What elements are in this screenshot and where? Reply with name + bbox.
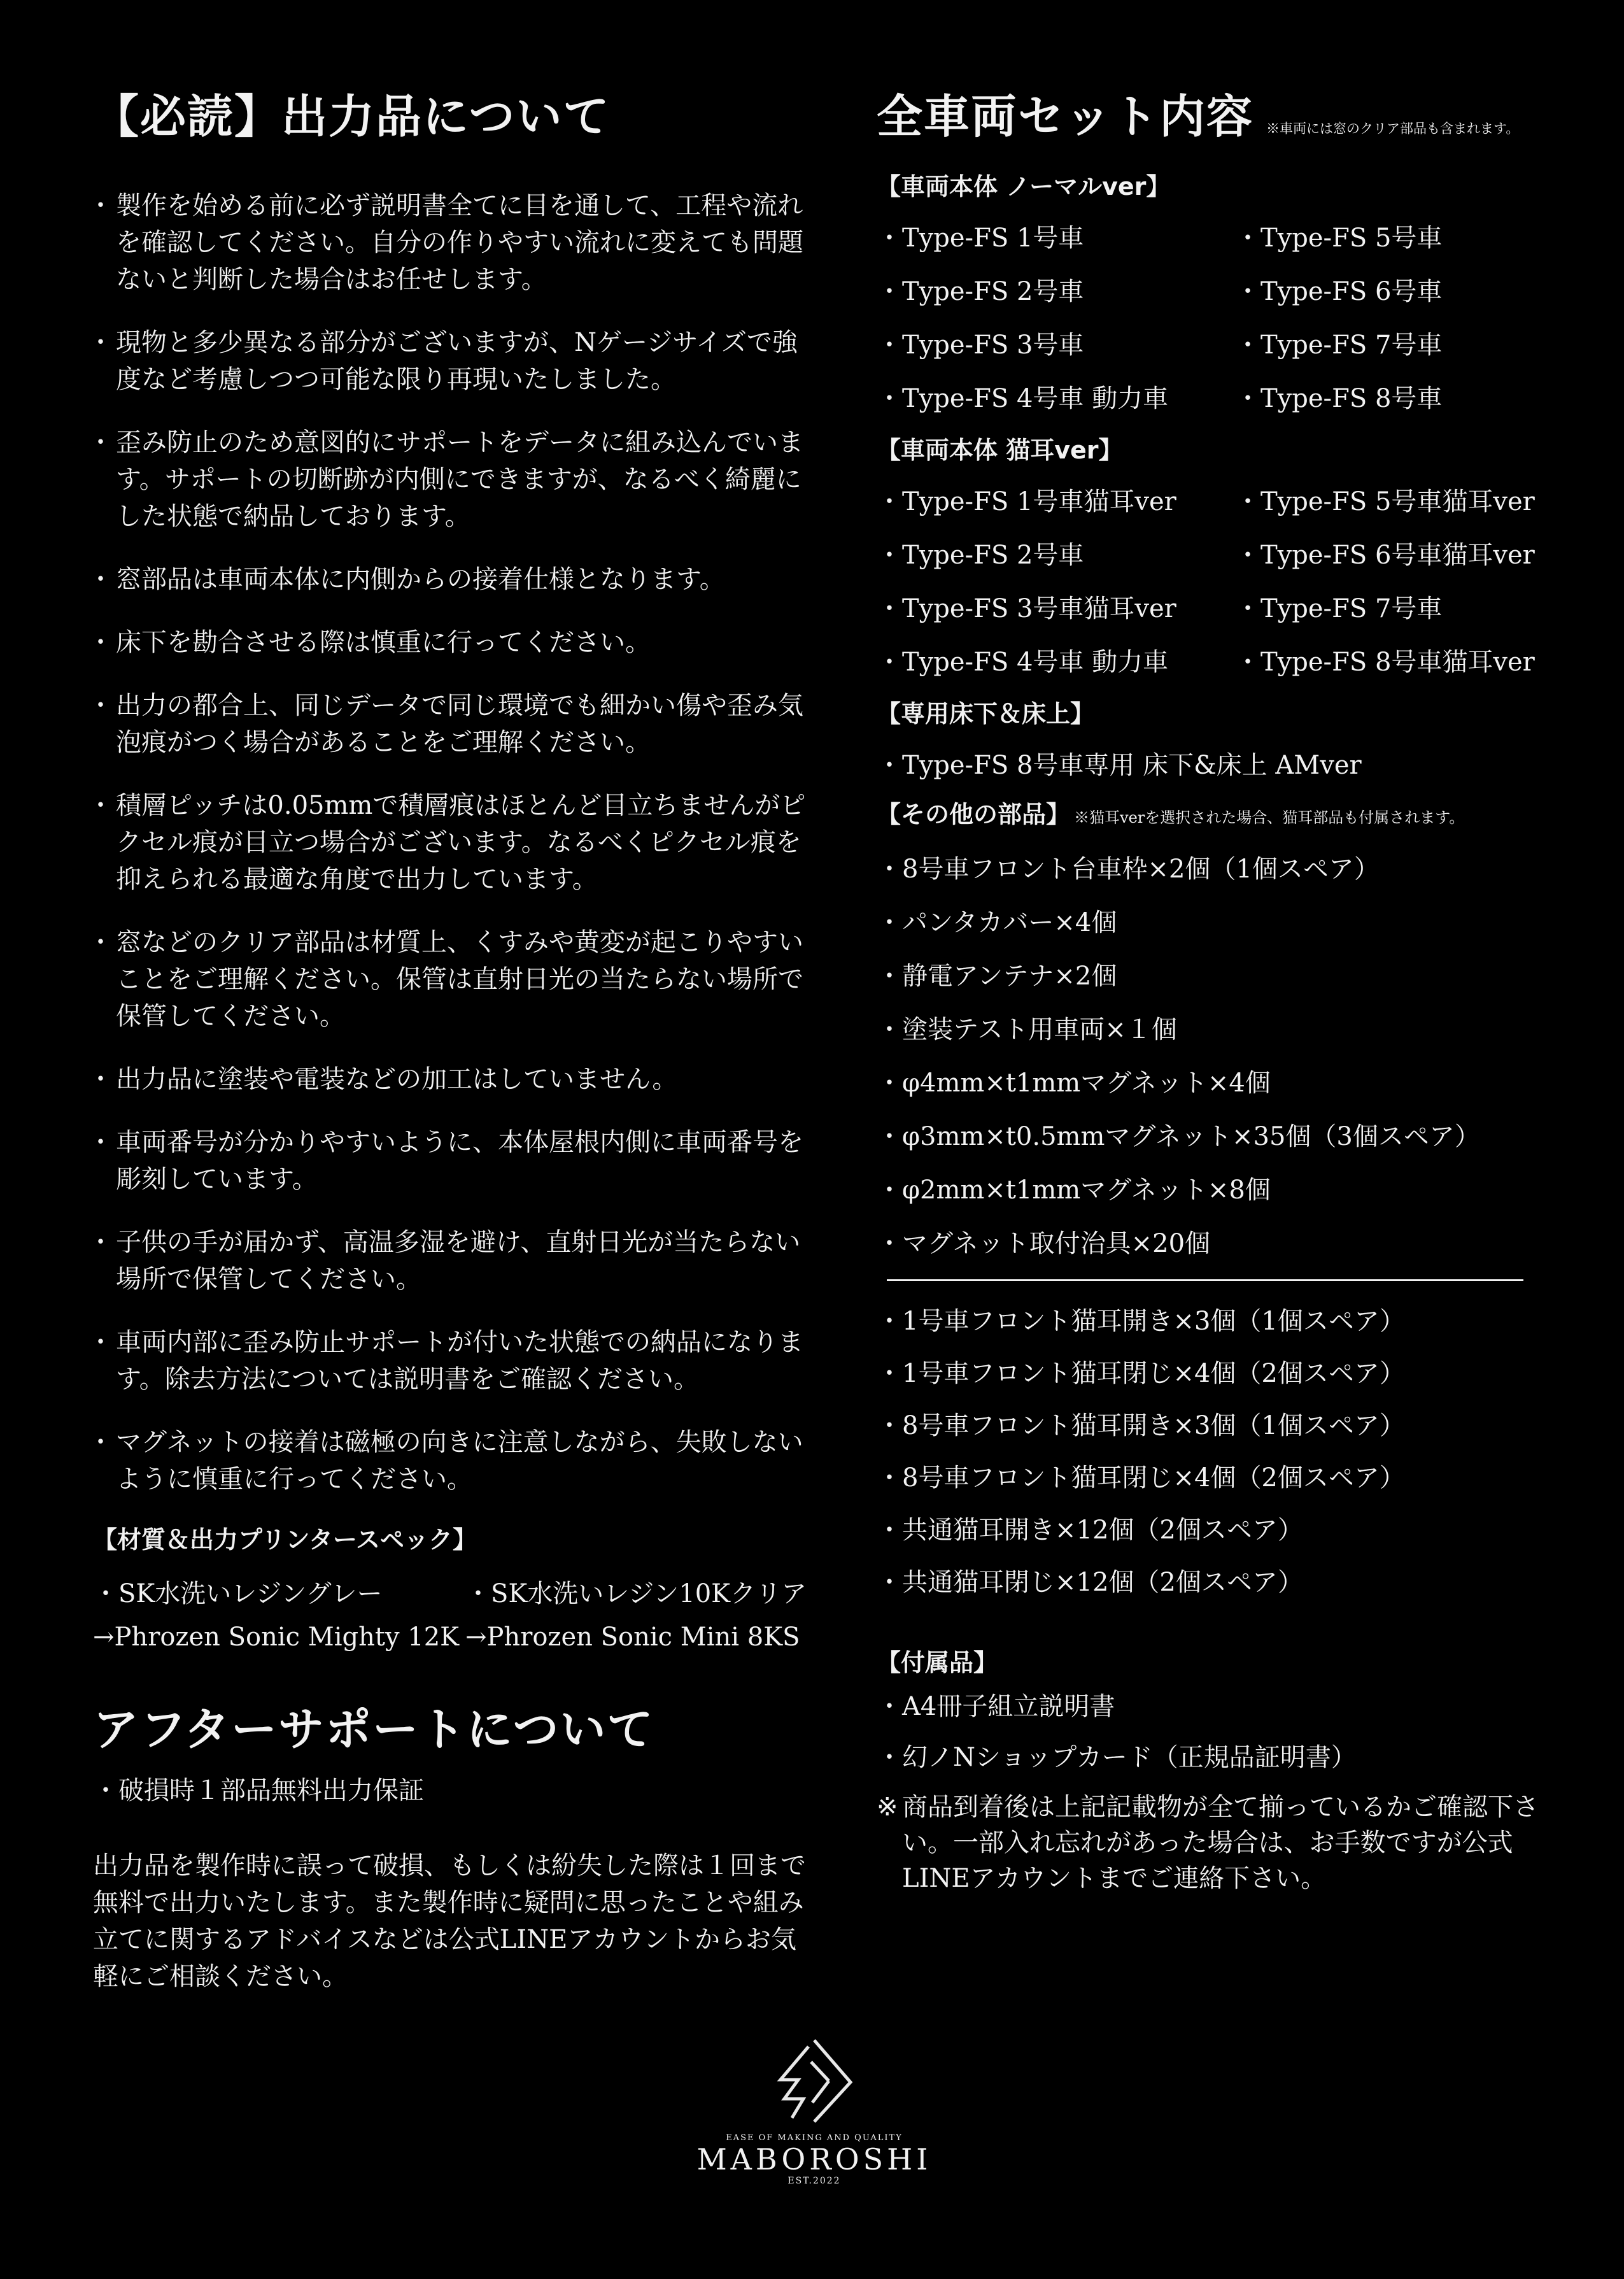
spec-printer-2: →Phrozen Sonic Mini 8KS (465, 1622, 800, 1652)
spec-material-1: ・SK水洗いレジングレー (93, 1579, 383, 1608)
set-title-note: ※車両には窓のクリア部品も含まれます。 (1266, 121, 1520, 136)
floor-title: 【専用床下＆床上】 (877, 700, 1095, 728)
set-title-row (877, 88, 1539, 145)
list-item: ・幻ノNショップカード（正規品証明書） (877, 1743, 1357, 1772)
note-item: ・ 歪み防止のため意図的にサポートをデータに組み込んでいます。サポートの切断跡が内側にできますが、なるべく綺麗にした状態で納品しております。 (93, 424, 819, 535)
list-item: ・φ2mm×t1mmマグネット×8個 (877, 1175, 1271, 1205)
maboroshi-emblem-icon (773, 2036, 856, 2126)
list-item: ・Type-FS 8号車専用 床下&床上 AMver (877, 751, 1362, 780)
list-item: ・静電アンテナ×2個 (877, 962, 1117, 991)
note-item: ・ 子供の手が届かず、高温多湿を避け、直射日光が当たらない場所で保管してください。 (93, 1224, 819, 1298)
after-support-body: 出力品を製作時に誤って破損、もしくは紛失した際は１回まで無料で出力いたします。また製作時に疑問に思ったことや組み立てに関するアドバイスなどは公式LINEアカウントからお気軽にご相談ください。 (93, 1851, 806, 1991)
spec-title: 【材質＆出力プリンタースペック】 (93, 1526, 477, 1554)
note-item: ・ 出力の都合上、同じデータで同じ環境でも細かい傷や歪み気泡痕がつく場合があることをご理解ください。 (93, 687, 819, 761)
list-item: ・1号車フロント猫耳閉じ×4個（2個スペア） (877, 1359, 1405, 1388)
accessories-list (877, 1681, 1539, 1783)
normal-list (877, 211, 1539, 425)
list-item: ・マグネット取付治具×20個 (877, 1229, 1211, 1258)
list-item: ・Type-FS 7号車 (1235, 330, 1443, 360)
list-item: ・Type-FS 8号車猫耳ver (1235, 648, 1535, 677)
logo-est: EST.2022 (787, 2176, 841, 2186)
neko-parts-list (877, 1295, 1539, 1608)
neko-list (877, 475, 1539, 689)
set-title: 全車両セット内容 (877, 90, 1254, 143)
note-item: ・ 窓などのクリア部品は材質上、くすみや黄変が起こりやすいことをご理解ください。保管は直射日光の当たらない場所で保管してください。 (93, 924, 819, 1035)
accessories-title: 【付属品】 (877, 1649, 998, 1677)
list-item: ・Type-FS 6号車 (1235, 277, 1443, 306)
list-item: ・1号車フロント猫耳開き×3個（1個スペア） (877, 1307, 1405, 1336)
list-item: ・Type-FS 4号車 動力車 (877, 648, 1169, 677)
list-item: ・8号車フロント猫耳閉じ×4個（2個スペア） (877, 1463, 1405, 1493)
notice-text: 商品到着後は上記記載物が全て揃っているかご確認下さい。一部入れ忘れがあった場合は、お手数ですが公式LINEアカウントまでご連絡下さい。 (902, 1793, 1539, 1893)
list-item: ・Type-FS 4号車 動力車 (877, 384, 1169, 413)
list-item: ・Type-FS 5号車猫耳ver (1235, 487, 1535, 516)
list-item: ・8号車フロント台車枠×2個（1個スペア） (877, 855, 1380, 884)
note-item: ・ 車両内部に歪み防止サポートが付いた状態での納品になります。除去方法については説明書をご確認ください。 (93, 1324, 819, 1398)
list-item: ・φ4mm×t1mmマグネット×4個 (877, 1069, 1271, 1098)
notes-list (93, 187, 819, 1498)
logo-name: MABOROSHI (696, 2142, 932, 2176)
other-note: ※猫耳verを選択された場合、猫耳部品も付属されます。 (1074, 809, 1465, 827)
note-item: ・ 積層ピッチは0.05mmで積層痕はほとんど目立ちませんがピクセル痕が目立つ場合がございます。なるべくピクセル痕を抑えられる最適な角度で出力しています。 (93, 787, 819, 898)
brand-logo (687, 2036, 942, 2186)
list-item: ・Type-FS 2号車 (877, 277, 1084, 306)
list-item: ・Type-FS 7号車 (1235, 594, 1443, 623)
list-item: ・Type-FS 6号車猫耳ver (1235, 541, 1535, 570)
list-item: ・Type-FS 1号車猫耳ver (877, 487, 1176, 516)
list-item: ・Type-FS 2号車 (877, 541, 1084, 570)
spec-printer-1: →Phrozen Sonic Mighty 12K (93, 1622, 460, 1652)
list-item: ・A4冊子組立説明書 (877, 1692, 1115, 1721)
left-column (93, 88, 819, 1995)
after-support-title: アフターサポートについて (93, 1703, 654, 1756)
neko-title: 【車両本体 猫耳ver】 (877, 436, 1123, 464)
other-title: 【その他の部品】 (877, 800, 1071, 828)
notice (877, 1789, 1539, 1896)
note-item: ・ 出力品に塗装や電装などの加工はしていません。 (93, 1061, 819, 1098)
note-item: ・ 床下を勘合させる際は慎重に行ってください。 (93, 624, 819, 661)
logo-tagline: EASE OF MAKING AND QUALITY (726, 2133, 903, 2143)
note-item: ・ 窓部品は車両本体に内側からの接着仕様となります。 (93, 561, 819, 598)
note-item: ・ 車両番号が分かりやすいように、本体屋根内側に車両番号を彫刻しています。 (93, 1124, 819, 1198)
note-item: ・ 現物と多少異なる部分がございますが、Nゲージサイズで強度など考慮しつつ可能な限り再現いたしました。 (93, 324, 819, 398)
divider (887, 1279, 1523, 1281)
list-item: ・Type-FS 5号車 (1235, 224, 1443, 253)
list-item: ・Type-FS 8号車 (1235, 384, 1443, 413)
list-item: ・塗装テスト用車両×１個 (877, 1015, 1177, 1044)
other-title-row (877, 799, 1539, 834)
list-item: ・共通猫耳閉じ×12個（2個スペア） (877, 1568, 1303, 1597)
list-item: ・Type-FS 1号車 (877, 224, 1084, 253)
list-item: ・パンタカバー×4個 (877, 908, 1117, 937)
note-item: ・ マグネットの接着は磁極の向きに注意しながら、失敗しないように慎重に行ってください。 (93, 1424, 819, 1498)
notes-title: 【必読】出力品について (93, 90, 611, 143)
right-column (877, 88, 1539, 1896)
list-item: ・共通猫耳開き×12個（2個スペア） (877, 1516, 1303, 1545)
normal-title: 【車両本体 ノーマルver】 (877, 173, 1171, 201)
other-list (877, 842, 1539, 1270)
list-item: ・Type-FS 3号車猫耳ver (877, 594, 1176, 623)
note-item: ・ 製作を始める前に必ず説明書全てに目を通して、工程や流れを確認してください。自分の作りやすい流れに変えても問題ないと判断した場合はお任せします。 (93, 187, 819, 298)
spec-grid (93, 1572, 819, 1659)
after-support-item: ・破損時１部品無料出力保証 (93, 1776, 424, 1805)
list-item: ・8号車フロント猫耳開き×3個（1個スペア） (877, 1411, 1405, 1440)
spec-material-2: ・SK水洗いレジン10Kクリア (465, 1579, 807, 1608)
list-item: ・φ3mm×t0.5mmマグネット×35個（3個スペア） (877, 1122, 1480, 1151)
list-item: ・Type-FS 3号車 (877, 330, 1084, 360)
notice-mark: ※ (877, 1793, 898, 1822)
floor-list (877, 739, 1539, 792)
